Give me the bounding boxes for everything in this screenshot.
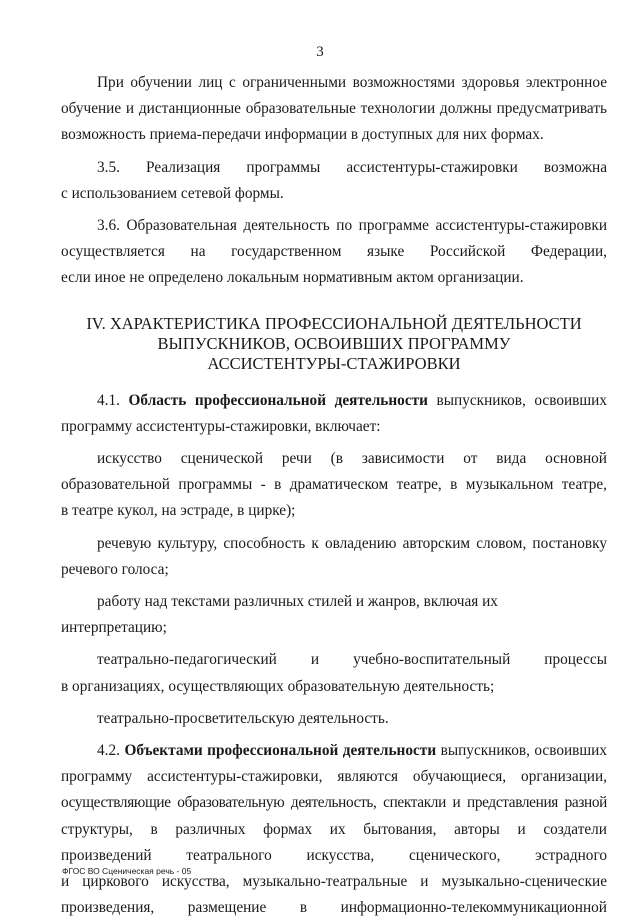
text-line: если иное не определено локальным нормативным актом организации.: [61, 269, 524, 287]
paragraph-3-5: [61, 155, 607, 207]
list-item-educational: [61, 706, 607, 732]
list-item-stage-speech: [61, 446, 607, 525]
list-item-pedagogical: [61, 647, 607, 699]
text-line: речевую культуру, способность к овладению авторским словом, постановку: [97, 534, 607, 552]
text-line: с использованием сетевой формы.: [61, 184, 284, 202]
paragraph-distance-learning: [61, 70, 607, 149]
heading-line: АССИСТЕНТУРЫ-СТАЖИРОВКИ: [207, 353, 461, 373]
text-line: структуры, в различных формах их бытования, авторы и создатели: [61, 820, 607, 838]
text-line: При обучении лиц с ограниченными возможностями здоровья электронное: [97, 74, 607, 91]
document-body: [61, 70, 607, 921]
list-item-texts: [61, 589, 607, 641]
text-line: театрально-просветительскую деятельность.: [97, 709, 389, 727]
heading-line: ВЫПУСКНИКОВ, ОСВОИВШИХ ПРОГРАММУ: [157, 333, 511, 353]
clause-number: 4.2.: [97, 742, 120, 760]
bold-term: Объектами профессиональной деятельности: [124, 742, 437, 760]
document-footer: ФГОС ВО Сценическая речь - 05: [62, 866, 192, 876]
text-line: и циркового искусства, музыкально-театральные и музыкально-сценические: [61, 873, 607, 891]
text-fragment: выпускников, освоивших: [436, 391, 607, 409]
text-line: произведения, размещение в информационно-телекоммуникационной: [61, 899, 607, 917]
clause-number: 4.1.: [97, 391, 120, 409]
text-line: речевого голоса;: [61, 560, 169, 578]
text-line: 3.5. Реализация программы ассистентуры-стажировки возможна: [97, 158, 607, 176]
heading-line: IV. ХАРАКТЕРИСТИКА ПРОФЕССИОНАЛЬНОЙ ДЕЯТЕЛЬНОСТИ: [86, 313, 582, 333]
text-line: театрально-педагогический и учебно-воспитательный процессы: [97, 651, 607, 669]
paragraph-4-1: [61, 388, 607, 440]
text-line: искусство сценической речи (в зависимости от вида основной: [97, 450, 607, 468]
bold-term: Область профессиональной деятельности: [128, 391, 428, 409]
paragraph-3-6: [61, 213, 607, 292]
section-heading: [61, 314, 607, 374]
text-fragment: выпускников, освоивших: [440, 742, 607, 760]
paragraph-4-2: [61, 738, 607, 921]
text-line: в организациях, осуществляющих образовательную деятельность;: [61, 677, 495, 695]
text-line: программу ассистентуры-стажировки, включает:: [61, 417, 381, 435]
text-line: работу над текстами различных стилей и жанров, включая их интерпретацию;: [61, 593, 498, 637]
text-line: возможность приема-передачи информации в доступных для них формах.: [61, 126, 544, 144]
text-line: осуществляется на государственном языке Российской Федерации,: [61, 243, 607, 261]
page-number: 3: [316, 44, 324, 60]
text-line: 3.6. Образовательная деятельность по программе ассистентуры-стажировки: [97, 217, 607, 235]
text-line: обучение и дистанционные образовательные технологии должны предусматривать: [61, 100, 607, 118]
text-line: образовательной программы - в драматическом театре, в музыкальном театре,: [61, 476, 607, 494]
text-line: [61, 388, 607, 414]
text-line: произведений театрального искусства, сценического, эстрадного: [61, 846, 607, 864]
text-line: [61, 738, 607, 764]
text-line: программу ассистентуры-стажировки, являются обучающиеся, организации,: [61, 768, 607, 786]
text-line: осуществляющие образовательную деятельность, спектакли и представления разной: [61, 794, 607, 812]
text-line: в театре кукол, на эстраде, в цирке);: [61, 502, 296, 520]
list-item-speech-culture: [61, 531, 607, 583]
